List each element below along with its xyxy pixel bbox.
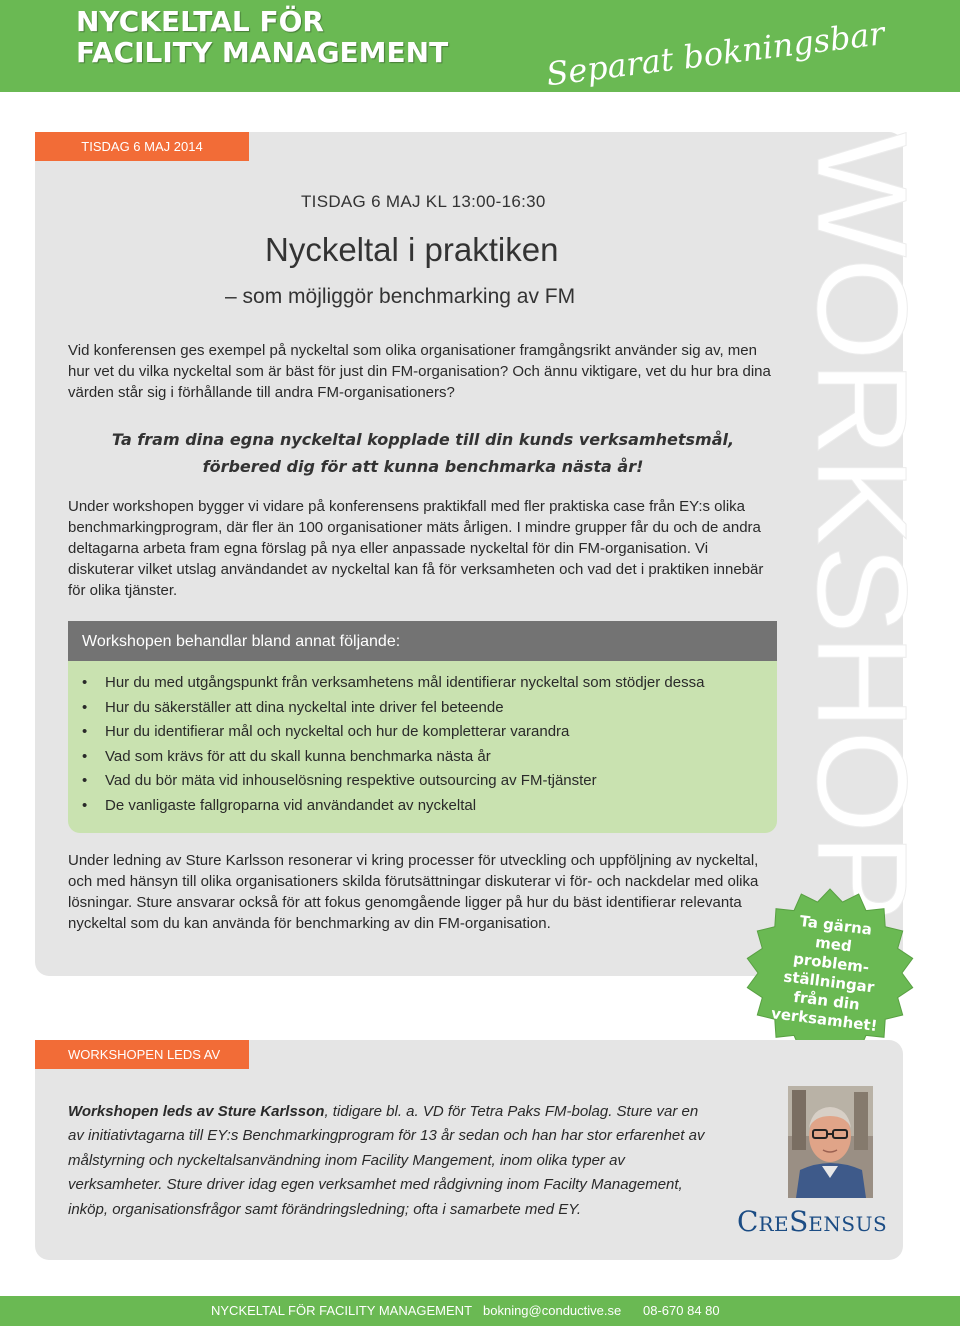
leader-bio bbox=[68, 1100, 718, 1222]
workshop-watermark-graphic bbox=[790, 132, 933, 932]
bullet-icon: • bbox=[82, 674, 88, 691]
bullet-icon: • bbox=[82, 747, 88, 765]
leader-photo bbox=[788, 1086, 873, 1198]
list-item bbox=[68, 696, 777, 721]
leader-bio-text: , tidigare bl. a. VD för Tetra Paks FM-bolag. Sture var en av initiativtagarna till EY:s Benchmarkingprogram för 13 år sedan och han har stor erfarenhet av målstyrning och nyckeltalsanvändning inom Facility Mangement, inom olika typer av verksamheter. Sture driver idag egen verksamhet med rådgivning inom Facilty Management, inköp, organisationsfrågor samt förändringsledning; ofta i samarbete med EY. bbox=[68, 1103, 705, 1218]
header-tagline: Separat bokningsbar bbox=[544, 14, 887, 94]
bullet-icon: • bbox=[82, 796, 88, 814]
list-item bbox=[68, 720, 777, 745]
leader-paragraph: Under ledning av Sture Karlsson resonerar vi kring processer för utveckling och uppföljning av nyckeltal, och med hänsyn till olika organisationers skilda förutsättningar diskuterar vi för- och nackdelar med olika lösningar. Sture ansvarar också för att fokus genomgående ligger på hur du bäst identifierar relevanta nyckeltal som du kan använda för benchmarking av din FM-organisation. bbox=[68, 852, 759, 932]
body-paragraph: Under workshopen bygger vi vidare på konferensens praktikfall med fler praktiska case från EY:s olika benchmarkingprogram, där fler än 100 organisationer mäts årligen. I mindre grupper får du och de andra deltagarna arbeta fram egna förslag på nya eller anpassade nyckeltal för din FM-organisation. Vi diskuterar vilket utslag användandet av nyckeltal kan få för verksamheten och vad det i praktiken innebär för olika tjänster. bbox=[68, 498, 764, 599]
leader-tab: WORKSHOPEN LEDS AV bbox=[35, 1040, 249, 1069]
list-item-text: Vad du bör mäta vid inhouselösning respektive outsourcing av FM-tjänster bbox=[105, 772, 597, 790]
cresensus-logo: CRESENSUS bbox=[737, 1205, 888, 1238]
workshop-watermark bbox=[790, 132, 933, 932]
workshop-watermark-text: WORKSHOP bbox=[790, 132, 933, 893]
page-subtitle: – som möjliggör benchmarking av FM bbox=[225, 285, 576, 308]
list-item-text: Hur du säkerställer att dina nyckeltal inte driver fel beteende bbox=[105, 698, 504, 716]
list-item bbox=[68, 671, 777, 696]
highlight-callout bbox=[68, 426, 778, 480]
list-item-text: Hur du med utgångspunkt från verksamhetens mål identifierar nyckeltal som stödjer dessa bbox=[105, 674, 705, 691]
topics-box bbox=[68, 621, 777, 833]
footer-phone: 08-670 84 80 bbox=[643, 1303, 720, 1318]
list-item-text: Vad som krävs för att du skall kunna benchmarka nästa år bbox=[105, 747, 491, 765]
date-tab: TISDAG 6 MAJ 2014 bbox=[35, 132, 249, 161]
bullet-icon: • bbox=[82, 723, 88, 741]
highlight-line1: Ta fram dina egna nyckeltal kopplade till din kunds verksamhetsmål, bbox=[111, 430, 735, 449]
list-item bbox=[68, 769, 777, 794]
event-date-line: TISDAG 6 MAJ KL 13:00-16:30 bbox=[301, 192, 546, 211]
leader-bio-bold: Workshopen leds av Sture Karlsson bbox=[68, 1103, 325, 1120]
highlight-line2: förbered dig för att kunna benchmarka nästa år! bbox=[202, 457, 644, 476]
footer-event-name: NYCKELTAL FÖR FACILITY MANAGEMENT bbox=[211, 1303, 473, 1318]
list-item bbox=[68, 745, 777, 770]
header-title-line2: FACILITY MANAGEMENT bbox=[76, 36, 449, 69]
header-banner bbox=[0, 0, 960, 92]
footer-email-link[interactable]: bokning@conductive.se bbox=[483, 1303, 622, 1318]
topics-header: Workshopen behandlar bland annat följande: bbox=[68, 621, 777, 661]
starburst-badge bbox=[745, 888, 915, 1058]
intro-paragraph: Vid konferensen ges exempel på nyckeltal som olika organisationer framgångsrikt använder sig av, men hur vet du vilka nyckeltal som är bäst för just din FM-organisation? Och ännu viktigare, vet du hur bra dina värden står sig i förhållande till andra FM-organisationers? bbox=[68, 342, 771, 401]
bullet-icon: • bbox=[82, 772, 88, 790]
badge-text: Ta gärna med problem-ställningar från din verksamhet! bbox=[770, 911, 879, 1036]
bullet-icon: • bbox=[82, 698, 88, 716]
header-title-line1: NYCKELTAL FÖR bbox=[76, 5, 324, 38]
list-item-text: De vanligaste fallgroparna vid användandet av nyckeltal bbox=[105, 796, 477, 814]
list-item bbox=[68, 794, 777, 819]
page-title: Nyckeltal i praktiken bbox=[265, 231, 559, 268]
footer-bar bbox=[0, 1296, 960, 1326]
list-item-text: Hur du identifierar mål och nyckeltal och hur de kompletterar varandra bbox=[105, 723, 570, 741]
header-title bbox=[76, 6, 448, 68]
topics-list bbox=[68, 661, 777, 819]
portrait-image bbox=[788, 1086, 873, 1198]
